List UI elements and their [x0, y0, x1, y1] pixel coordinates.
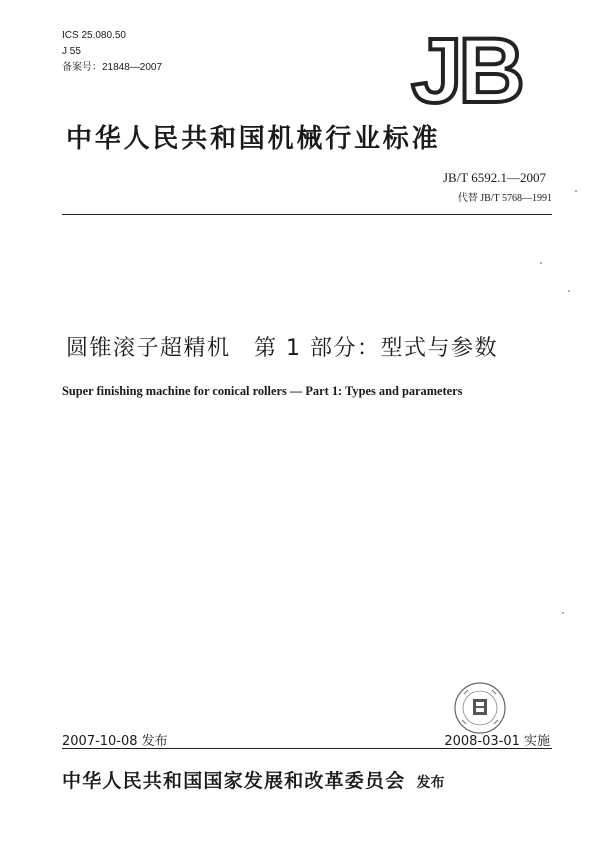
- document-title-english: Super finishing machine for conical rollers — Part 1: Types and parameters: [62, 384, 463, 398]
- jb-logo: [406, 26, 526, 110]
- standard-number: JB/T 6592.1—2007: [442, 170, 546, 185]
- standard-category-title: 中华人民共和国机械行业标准: [66, 124, 441, 154]
- record-number: 备案号：21848—2007: [62, 62, 163, 73]
- issuer-name: 中华人民共和国国家发展和改革委员会: [62, 770, 406, 792]
- replaces-standard: 代替 JB/T 5768—1991: [457, 193, 552, 204]
- bottom-divider: [62, 748, 552, 749]
- issuer-suffix: 发布: [416, 775, 445, 791]
- logo-text: JB: [411, 26, 521, 110]
- issue-date: 2007-10-08 发布: [62, 734, 168, 749]
- document-title-chinese: 圆锥滚子超精机 第 1 部分：型式与参数: [66, 336, 498, 361]
- implementation-date: 2008-03-01 实施: [444, 734, 550, 749]
- scan-speck: [575, 190, 577, 192]
- scan-speck: [568, 290, 570, 292]
- issuer-line: [62, 766, 445, 793]
- scan-speck: [540, 262, 542, 264]
- publisher-seal: [452, 680, 508, 736]
- ics-code: ICS 25.080.50: [62, 30, 126, 41]
- scan-speck: [562, 612, 564, 614]
- top-divider: [62, 214, 552, 215]
- ccs-code: J 55: [62, 46, 81, 57]
